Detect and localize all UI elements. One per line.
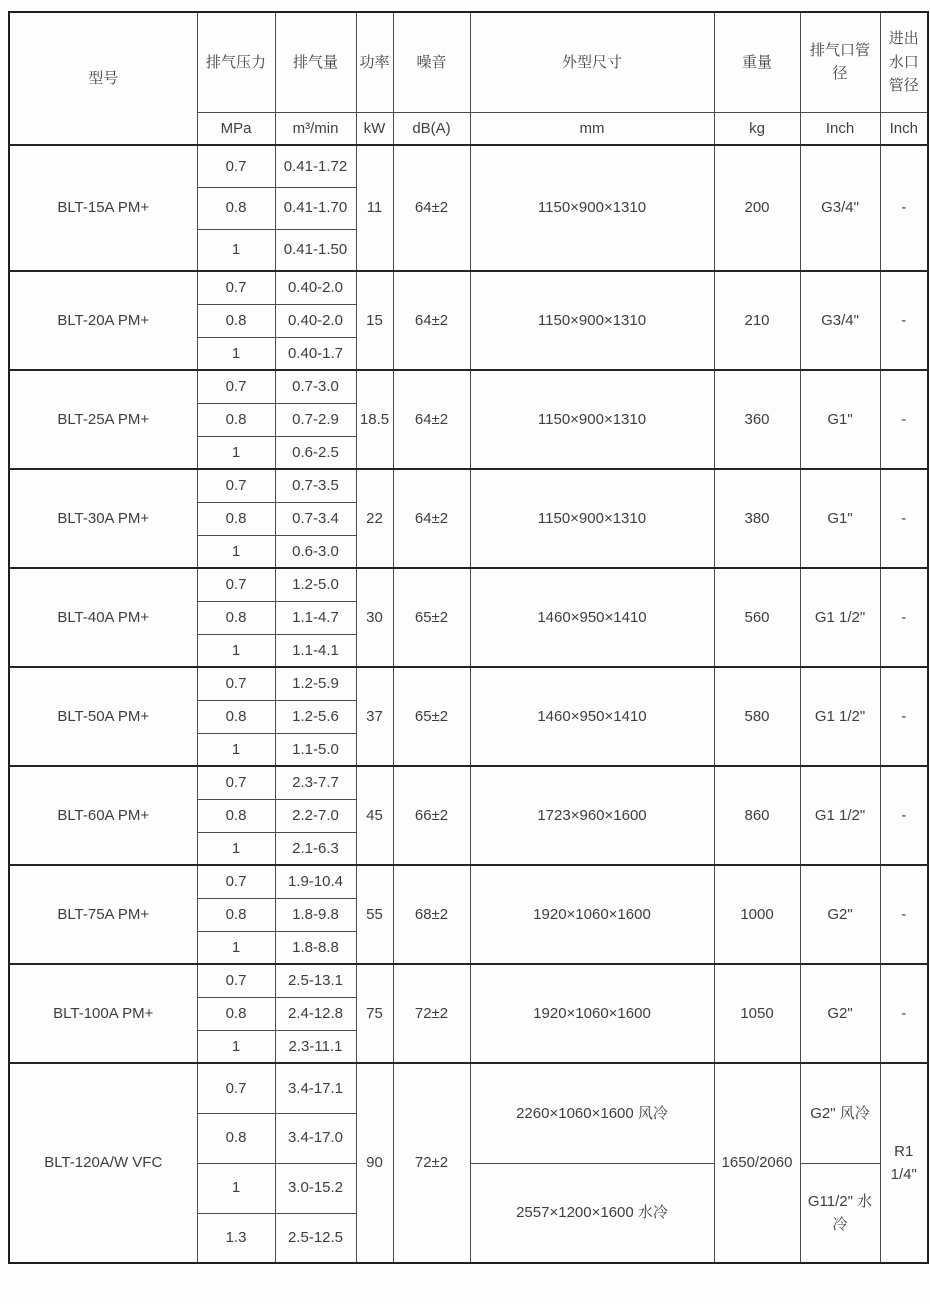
- power-cell: 11: [356, 145, 393, 271]
- power-cell: 90: [356, 1063, 393, 1263]
- water-port-cell: R1 1/4": [880, 1063, 928, 1263]
- dimensions-cell-air: 2260×1060×1600 风冷: [470, 1063, 714, 1163]
- model-block: [9, 568, 928, 667]
- dimensions-cell: 1460×950×1410: [470, 667, 714, 766]
- pressure-cell: 0.7: [197, 469, 275, 502]
- unit-noise: dB(A): [393, 112, 470, 145]
- model-block: [9, 964, 928, 1063]
- model-cell: BLT-50A PM+: [9, 667, 197, 766]
- weight-cell: 210: [714, 271, 800, 370]
- volume-cell: 0.6-3.0: [275, 535, 356, 568]
- outlet-cell: G2": [800, 865, 880, 964]
- weight-cell: 360: [714, 370, 800, 469]
- header-power: 功率: [356, 12, 393, 112]
- dimensions-cell: 1150×900×1310: [470, 145, 714, 271]
- table-header: [9, 12, 928, 145]
- volume-cell: 0.7-3.4: [275, 502, 356, 535]
- unit-power: kW: [356, 112, 393, 145]
- table-row: [9, 964, 928, 997]
- volume-cell: 0.41-1.72: [275, 145, 356, 187]
- dimensions-cell: 1723×960×1600: [470, 766, 714, 865]
- table-row: [9, 1063, 928, 1113]
- pressure-cell: 0.8: [197, 1113, 275, 1163]
- pressure-cell: 0.8: [197, 502, 275, 535]
- table-row: [9, 469, 928, 502]
- pressure-cell: 0.8: [197, 403, 275, 436]
- volume-cell: 2.5-12.5: [275, 1213, 356, 1263]
- power-cell: 45: [356, 766, 393, 865]
- volume-cell: 1.1-5.0: [275, 733, 356, 766]
- table-row: [9, 271, 928, 304]
- dimensions-cell: 1920×1060×1600: [470, 865, 714, 964]
- dimensions-cell: 1150×900×1310: [470, 469, 714, 568]
- pressure-cell: 1.3: [197, 1213, 275, 1263]
- power-cell: 55: [356, 865, 393, 964]
- model-cell: BLT-30A PM+: [9, 469, 197, 568]
- power-cell: 22: [356, 469, 393, 568]
- unit-volume: m³/min: [275, 112, 356, 145]
- weight-cell: 1000: [714, 865, 800, 964]
- volume-cell: 2.3-7.7: [275, 766, 356, 799]
- pressure-cell: 0.7: [197, 964, 275, 997]
- model-block: [9, 865, 928, 964]
- table-row: [9, 667, 928, 700]
- noise-cell: 72±2: [393, 964, 470, 1063]
- model-block: [9, 1063, 928, 1263]
- unit-dimensions: mm: [470, 112, 714, 145]
- noise-cell: 68±2: [393, 865, 470, 964]
- water-port-cell: -: [880, 370, 928, 469]
- volume-cell: 3.4-17.1: [275, 1063, 356, 1113]
- volume-cell: 3.4-17.0: [275, 1113, 356, 1163]
- table-row: [9, 568, 928, 601]
- pressure-cell: 0.8: [197, 187, 275, 229]
- volume-cell: 2.1-6.3: [275, 832, 356, 865]
- volume-cell: 2.3-11.1: [275, 1030, 356, 1063]
- model-block: [9, 667, 928, 766]
- pressure-cell: 0.7: [197, 667, 275, 700]
- noise-cell: 72±2: [393, 1063, 470, 1263]
- volume-cell: 2.4-12.8: [275, 997, 356, 1030]
- header-pressure: 排气压力: [197, 12, 275, 112]
- noise-cell: 65±2: [393, 667, 470, 766]
- pressure-cell: 0.7: [197, 568, 275, 601]
- volume-cell: 3.0-15.2: [275, 1163, 356, 1213]
- water-port-cell: -: [880, 469, 928, 568]
- pressure-cell: 1: [197, 229, 275, 271]
- noise-cell: 64±2: [393, 145, 470, 271]
- noise-cell: 66±2: [393, 766, 470, 865]
- pressure-cell: 0.8: [197, 601, 275, 634]
- pressure-cell: 1: [197, 634, 275, 667]
- model-cell: BLT-60A PM+: [9, 766, 197, 865]
- pressure-cell: 1: [197, 832, 275, 865]
- header-outlet: 排气口管径: [800, 12, 880, 112]
- weight-cell: 380: [714, 469, 800, 568]
- table-row: [9, 145, 928, 187]
- volume-cell: 0.7-3.0: [275, 370, 356, 403]
- pressure-cell: 0.8: [197, 304, 275, 337]
- model-block: [9, 271, 928, 370]
- outlet-cell-water: G11/2" 水冷: [800, 1163, 880, 1263]
- volume-cell: 1.2-5.0: [275, 568, 356, 601]
- pressure-cell: 1: [197, 733, 275, 766]
- volume-cell: 1.2-5.9: [275, 667, 356, 700]
- table-row: [9, 865, 928, 898]
- model-cell: BLT-120A/W VFC: [9, 1063, 197, 1263]
- header-model: 型号: [9, 12, 197, 145]
- volume-cell: 1.8-9.8: [275, 898, 356, 931]
- water-port-cell: -: [880, 145, 928, 271]
- pressure-cell: 0.7: [197, 370, 275, 403]
- power-cell: 18.5: [356, 370, 393, 469]
- pressure-cell: 0.7: [197, 271, 275, 304]
- unit-outlet: Inch: [800, 112, 880, 145]
- volume-cell: 1.1-4.1: [275, 634, 356, 667]
- table-row: [9, 766, 928, 799]
- pressure-cell: 0.8: [197, 799, 275, 832]
- pressure-cell: 1: [197, 1163, 275, 1213]
- weight-cell: 1650/2060: [714, 1063, 800, 1263]
- outlet-cell: G1 1/2": [800, 568, 880, 667]
- pressure-cell: 0.7: [197, 1063, 275, 1113]
- pressure-cell: 0.7: [197, 865, 275, 898]
- noise-cell: 64±2: [393, 370, 470, 469]
- dimensions-cell-water: 2557×1200×1600 水冷: [470, 1163, 714, 1263]
- volume-cell: 0.6-2.5: [275, 436, 356, 469]
- volume-cell: 0.40-1.7: [275, 337, 356, 370]
- dimensions-cell: 1150×900×1310: [470, 271, 714, 370]
- unit-water: Inch: [880, 112, 928, 145]
- model-block: [9, 766, 928, 865]
- volume-cell: 1.1-4.7: [275, 601, 356, 634]
- model-block: [9, 145, 928, 271]
- header-weight: 重量: [714, 12, 800, 112]
- power-cell: 37: [356, 667, 393, 766]
- pressure-cell: 1: [197, 1030, 275, 1063]
- header-noise: 噪音: [393, 12, 470, 112]
- model-cell: BLT-25A PM+: [9, 370, 197, 469]
- volume-cell: 0.7-2.9: [275, 403, 356, 436]
- outlet-cell: G3/4": [800, 271, 880, 370]
- model-cell: BLT-20A PM+: [9, 271, 197, 370]
- volume-cell: 0.41-1.70: [275, 187, 356, 229]
- water-port-cell: -: [880, 964, 928, 1063]
- table-row: [9, 370, 928, 403]
- model-cell: BLT-15A PM+: [9, 145, 197, 271]
- volume-cell: 1.9-10.4: [275, 865, 356, 898]
- weight-cell: 1050: [714, 964, 800, 1063]
- water-port-cell: -: [880, 271, 928, 370]
- volume-cell: 0.40-2.0: [275, 271, 356, 304]
- model-cell: BLT-40A PM+: [9, 568, 197, 667]
- dimensions-cell: 1460×950×1410: [470, 568, 714, 667]
- model-block: [9, 469, 928, 568]
- outlet-cell: G2": [800, 964, 880, 1063]
- pressure-cell: 1: [197, 931, 275, 964]
- model-cell: BLT-75A PM+: [9, 865, 197, 964]
- model-cell: BLT-100A PM+: [9, 964, 197, 1063]
- outlet-cell-air: G2" 风冷: [800, 1063, 880, 1163]
- pressure-cell: 0.8: [197, 700, 275, 733]
- header-dimensions: 外型尺寸: [470, 12, 714, 112]
- pressure-cell: 1: [197, 337, 275, 370]
- outlet-cell: G1 1/2": [800, 766, 880, 865]
- unit-weight: kg: [714, 112, 800, 145]
- dimensions-cell: 1150×900×1310: [470, 370, 714, 469]
- outlet-cell: G3/4": [800, 145, 880, 271]
- volume-cell: 0.7-3.5: [275, 469, 356, 502]
- weight-cell: 580: [714, 667, 800, 766]
- header-water: 进出水口管径: [880, 12, 928, 112]
- pressure-cell: 1: [197, 535, 275, 568]
- pressure-cell: 0.7: [197, 145, 275, 187]
- model-block: [9, 370, 928, 469]
- water-port-cell: -: [880, 865, 928, 964]
- water-port-cell: -: [880, 667, 928, 766]
- header-volume: 排气量: [275, 12, 356, 112]
- noise-cell: 64±2: [393, 271, 470, 370]
- water-port-cell: -: [880, 766, 928, 865]
- volume-cell: 0.41-1.50: [275, 229, 356, 271]
- weight-cell: 560: [714, 568, 800, 667]
- outlet-cell: G1": [800, 469, 880, 568]
- noise-cell: 65±2: [393, 568, 470, 667]
- pressure-cell: 0.8: [197, 898, 275, 931]
- volume-cell: 1.8-8.8: [275, 931, 356, 964]
- weight-cell: 200: [714, 145, 800, 271]
- weight-cell: 860: [714, 766, 800, 865]
- volume-cell: 0.40-2.0: [275, 304, 356, 337]
- pressure-cell: 0.7: [197, 766, 275, 799]
- power-cell: 30: [356, 568, 393, 667]
- dimensions-cell: 1920×1060×1600: [470, 964, 714, 1063]
- compressor-spec-table: [8, 11, 929, 1264]
- power-cell: 15: [356, 271, 393, 370]
- outlet-cell: G1": [800, 370, 880, 469]
- noise-cell: 64±2: [393, 469, 470, 568]
- volume-cell: 2.2-7.0: [275, 799, 356, 832]
- pressure-cell: 0.8: [197, 997, 275, 1030]
- volume-cell: 2.5-13.1: [275, 964, 356, 997]
- volume-cell: 1.2-5.6: [275, 700, 356, 733]
- outlet-cell: G1 1/2": [800, 667, 880, 766]
- pressure-cell: 1: [197, 436, 275, 469]
- water-port-cell: -: [880, 568, 928, 667]
- power-cell: 75: [356, 964, 393, 1063]
- unit-pressure: MPa: [197, 112, 275, 145]
